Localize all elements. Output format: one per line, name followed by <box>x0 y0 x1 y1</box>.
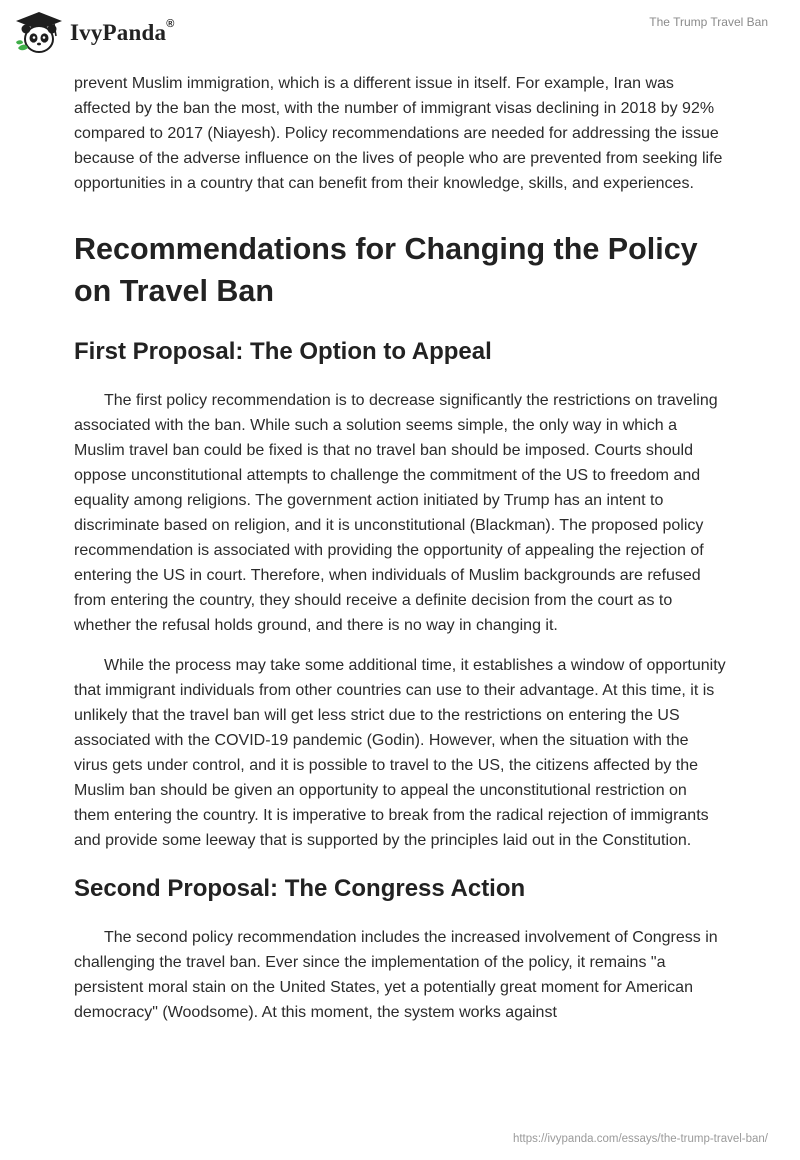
panda-graduate-icon <box>14 10 64 56</box>
paragraph: The second policy recommendation includes the increased involvement of Congress in challenging the travel ban. Ever since the implementation of the policy, it remains "a persistent moral stain on the United States, yet a potentially great moment for American democracy" (Woodsome). At this moment, the system works against <box>74 929 718 1021</box>
paragraph: The first policy recommendation is to decrease significantly the restrictions on traveling associated with the ban. While such a solution seems simple, the only way in which a Muslim travel ban could be fixed is that no travel ban should be imposed. Courts should oppose unconstitutional attempts to challenge the commitment of the US to freedom and equality among religions. The government action initiated by Trump has an intent to discriminate based on religion, and it is unconstitutional (Blackman). The proposed policy recommendation is associated with providing the opportunity of appealing the rejection of entering the US in court. Therefore, when individuals of Muslim backgrounds are refused from entering the country, they should receive a definite decision from the court as to whether the refusal holds ground, and there is no way in changing it. <box>74 392 718 634</box>
document-title: The Trump Travel Ban <box>649 15 768 29</box>
ivypanda-logo[interactable] <box>14 10 175 56</box>
section-heading: Recommendations for Changing the Policy on Travel Ban <box>74 232 698 308</box>
source-url[interactable]: https://ivypanda.com/essays/the-trump-travel-ban/ <box>512 1133 768 1145</box>
page-header <box>0 0 800 70</box>
essay-content <box>74 71 726 1025</box>
subsection-heading-first-proposal: First Proposal: The Option to Appeal <box>74 338 492 365</box>
paragraph: While the process may take some additional time, it establishes a window of opportunity that immigrant individuals from other countries can use to their advantage. At this time, it is unlikely that the travel ban will get less strict due to the restrictions on entering the US associated with the COVID-19 pandemic (Godin). However, when the situation with the virus gets under control, and it is possible to travel to the US, the citizens affected by the Muslim ban should be given an opportunity to appeal the unconstitutional restriction on them entering the country. It is imperative to break from the radical rejection of immigrants and provide some leeway that is supported by the principles laid out in the Constitution. <box>74 657 726 849</box>
brand-name: IvyPanda® <box>70 18 175 45</box>
subsection-heading-second-proposal: Second Proposal: The Congress Action <box>74 875 526 902</box>
paragraph-continuation: prevent Muslim immigration, which is a different issue in itself. For example, Iran was affected by the ban the most, with the number of immigrant visas declining in 2018 by 92% compared to 2017 (Niayesh). Policy recommendations are needed for addressing the issue because of the adverse influence on the lives of people who are prevented from seeking life opportunities in a country that can benefit from their knowledge, skills, and experiences. <box>74 75 723 192</box>
